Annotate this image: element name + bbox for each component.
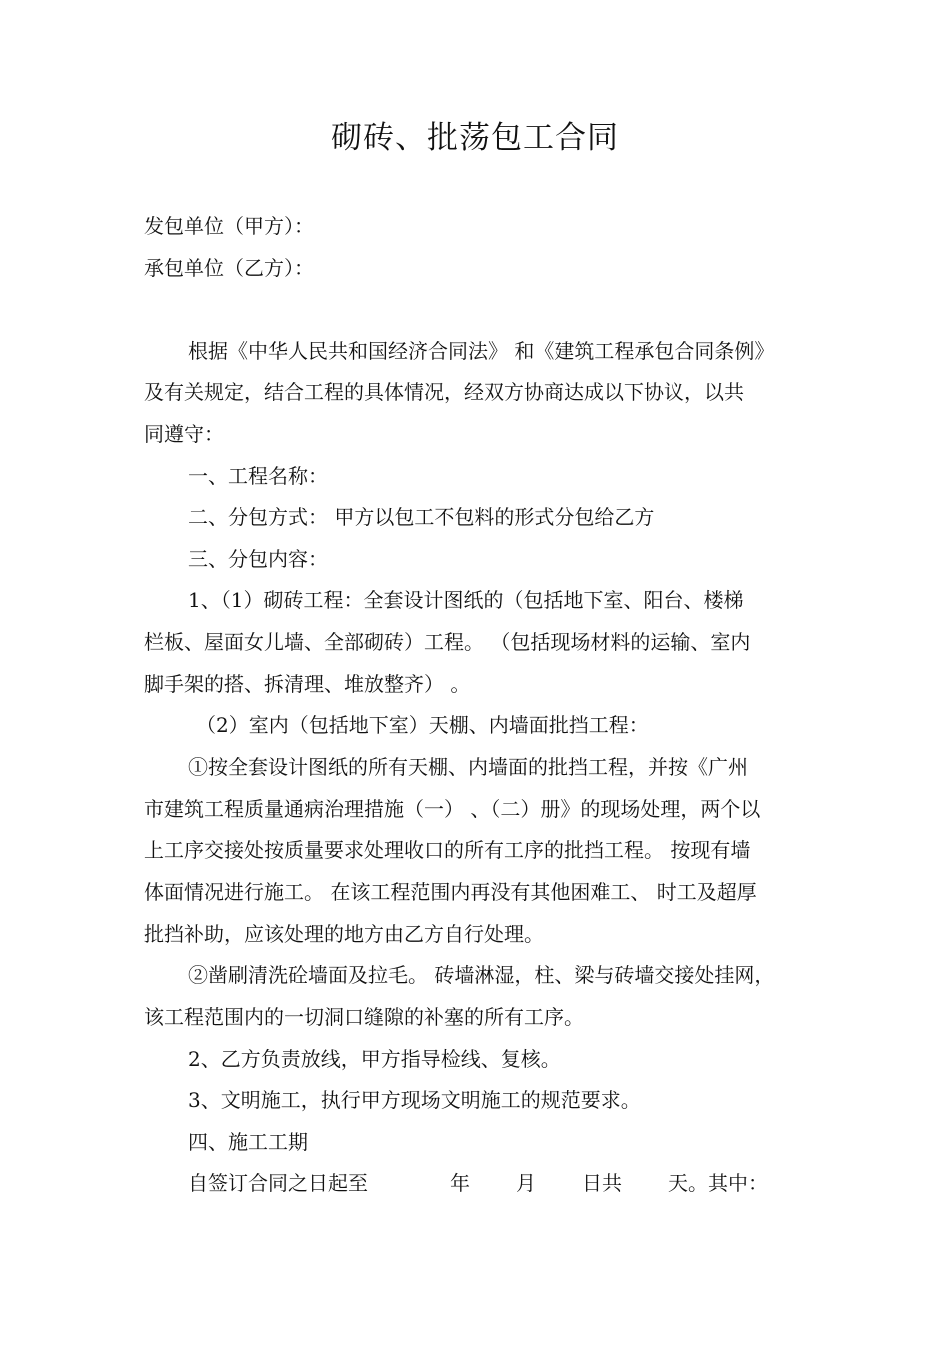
intro-line-3: 同遵守： bbox=[144, 422, 224, 446]
section-construction-period: 四、施工工期 bbox=[188, 1130, 308, 1154]
item-c1-line-3: 上工序交接处按质量要求处理收口的所有工序的批挡工程。 按现有墙 bbox=[144, 838, 751, 862]
item-c1-line-1: ①按全套设计图纸的所有天棚、内墙面的批挡工程，并按《广州 bbox=[188, 755, 748, 779]
item-1-1-line-3: 脚手架的搭、拆清理、堆放整齐） 。 bbox=[144, 672, 471, 696]
section-subcontract-content: 三、分包内容： bbox=[188, 547, 328, 571]
construction-period-line bbox=[188, 1169, 768, 1197]
document-title: 砌砖、批荡包工合同 bbox=[331, 120, 619, 156]
period-day-total: 日共 bbox=[582, 1171, 622, 1195]
item-c1-line-2: 市建筑工程质量通病治理措施（一） 、（二）册》的现场处理，两个以 bbox=[144, 797, 761, 821]
section-subcontract-method: 二、分包方式： 甲方以包工不包料的形式分包给乙方 bbox=[188, 505, 655, 529]
section-project-name: 一、工程名称： bbox=[188, 464, 328, 488]
item-1-2: （2）室内（包括地下室）天棚、内墙面批挡工程： bbox=[196, 713, 649, 737]
item-c2-line-2: 该工程范围内的一切洞口缝隙的补塞的所有工序。 bbox=[144, 1005, 584, 1029]
item-3: 3、文明施工，执行甲方现场文明施工的规范要求。 bbox=[188, 1088, 641, 1112]
period-prefix: 自签订合同之日起至 bbox=[188, 1171, 368, 1195]
period-days-suffix: 天。其中： bbox=[668, 1171, 768, 1195]
item-c2-line-1: ②凿刷清洗砼墙面及拉毛。 砖墙淋湿，柱、梁与砖墙交接处挂网， bbox=[188, 963, 775, 987]
period-year: 年 bbox=[450, 1171, 470, 1195]
party-a-label: 发包单位（甲方）： bbox=[144, 214, 314, 238]
intro-line-2: 及有关规定，结合工程的具体情况，经双方协商达成以下协议，以共 bbox=[144, 380, 744, 404]
party-b-label: 承包单位（乙方）： bbox=[144, 256, 314, 280]
item-c1-line-4: 体面情况进行施工。 在该工程范围内再没有其他困难工、 时工及超厚 bbox=[144, 880, 757, 904]
item-2: 2、乙方负责放线，甲方指导检线、复核。 bbox=[188, 1047, 561, 1071]
item-1-1-line-2: 栏板、屋面女儿墙、全部砌砖）工程。 （包括现场材料的运输、室内 bbox=[144, 630, 751, 654]
period-month: 月 bbox=[516, 1171, 536, 1195]
item-c1-line-5: 批挡补助，应该处理的地方由乙方自行处理。 bbox=[144, 922, 544, 946]
item-1-1-line-1: 1、（1）砌砖工程：全套设计图纸的（包括地下室、阳台、楼梯 bbox=[188, 588, 744, 612]
intro-line-1: 根据《中华人民共和国经济合同法》 和《建筑工程承包合同条例》 bbox=[188, 339, 775, 363]
